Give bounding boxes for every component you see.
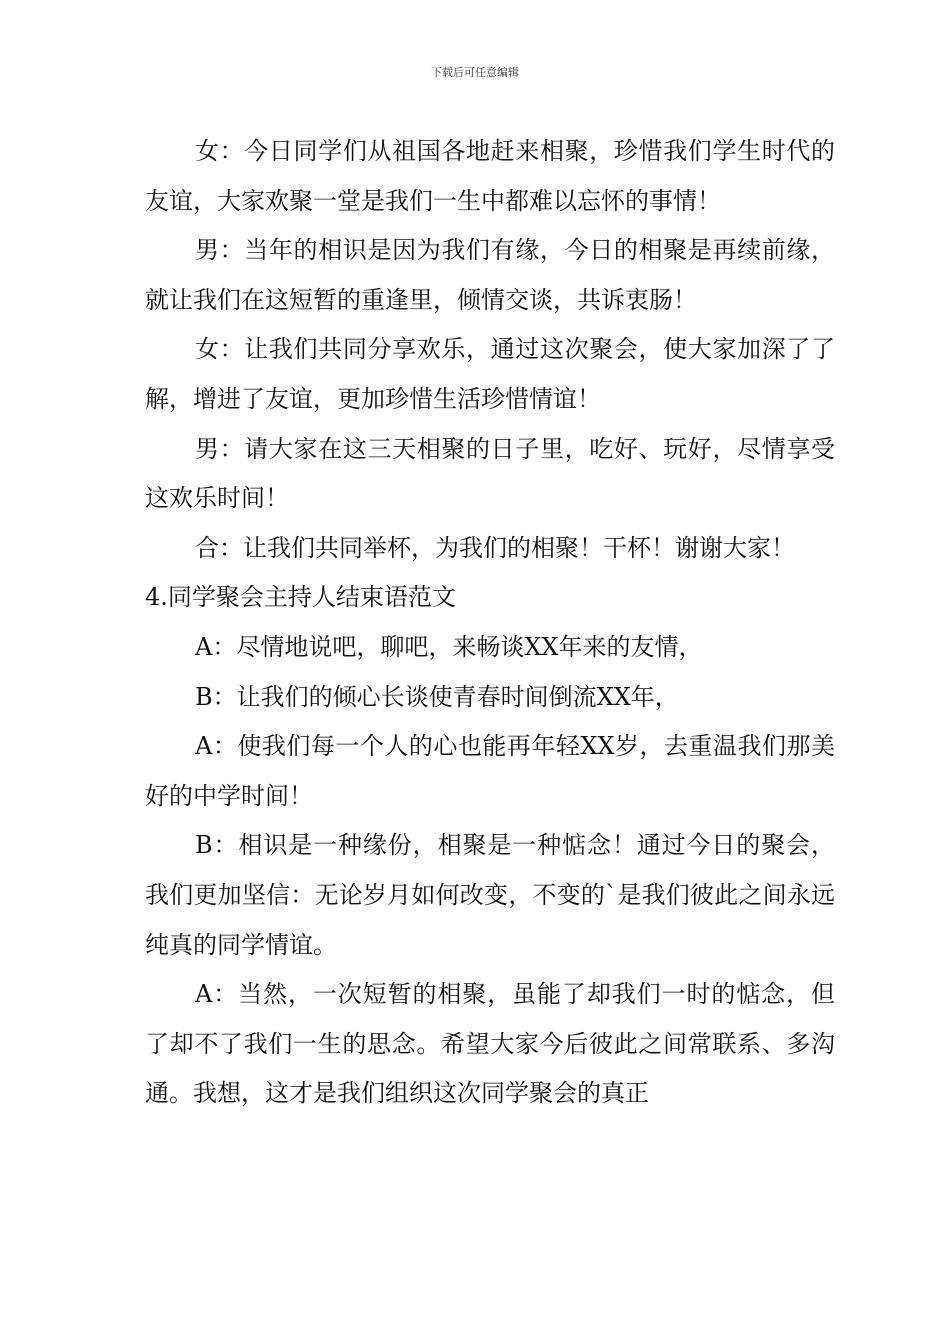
paragraph: 男：当年的相识是因为我们有缘，今日的相聚是再续前缘，就让我们在这短暂的重逢里，倾情交谈，共诉衷肠！ bbox=[145, 236, 835, 314]
paragraph: B：让我们的倾心长谈使青春时间倒流XX年， bbox=[195, 682, 679, 711]
paragraph: 女：让我们共同分享欢乐，通过这次聚会，使大家加深了了解，增进了友谊，更加珍惜生活珍惜情谊！ bbox=[145, 335, 835, 413]
paragraph: 女：今日同学们从祖国各地赶来相聚，珍惜我们学生时代的友谊，大家欢聚一堂是我们一生中都难以忘怀的事情！ bbox=[145, 137, 835, 215]
paragraph: 男：请大家在这三天相聚的日子里，吃好、玩好，尽情享受这欢乐时间！ bbox=[145, 434, 835, 513]
page-header: 下载后可任意编辑 bbox=[431, 66, 519, 79]
paragraph: A：当然，一次短暂的相聚，虽能了却我们一时的惦念，但了却不了我们一生的思念。希望大家今后彼此之间常联系、多沟通。我想，这才是我们组织这次同学聚会的真正 bbox=[145, 980, 835, 1108]
document-body bbox=[145, 127, 835, 1119]
section-heading: 4.同学聚会主持人结束语范文 bbox=[145, 583, 456, 612]
paragraph: B：相识是一种缘份，相聚是一种惦念！通过今日的聚会，我们更加坚信：无论岁月如何改变，不变的`是我们彼此之间永远纯真的同学情谊。 bbox=[145, 831, 835, 959]
paragraph: A：使我们每一个人的心也能再年轻XX岁，去重温我们那美好的中学时间！ bbox=[145, 732, 835, 810]
paragraph: 合：让我们共同举杯，为我们的相聚！干杯！谢谢大家！ bbox=[195, 533, 795, 562]
paragraph: A：尽情地说吧，聊吧，来畅谈XX年来的友情， bbox=[195, 632, 703, 661]
